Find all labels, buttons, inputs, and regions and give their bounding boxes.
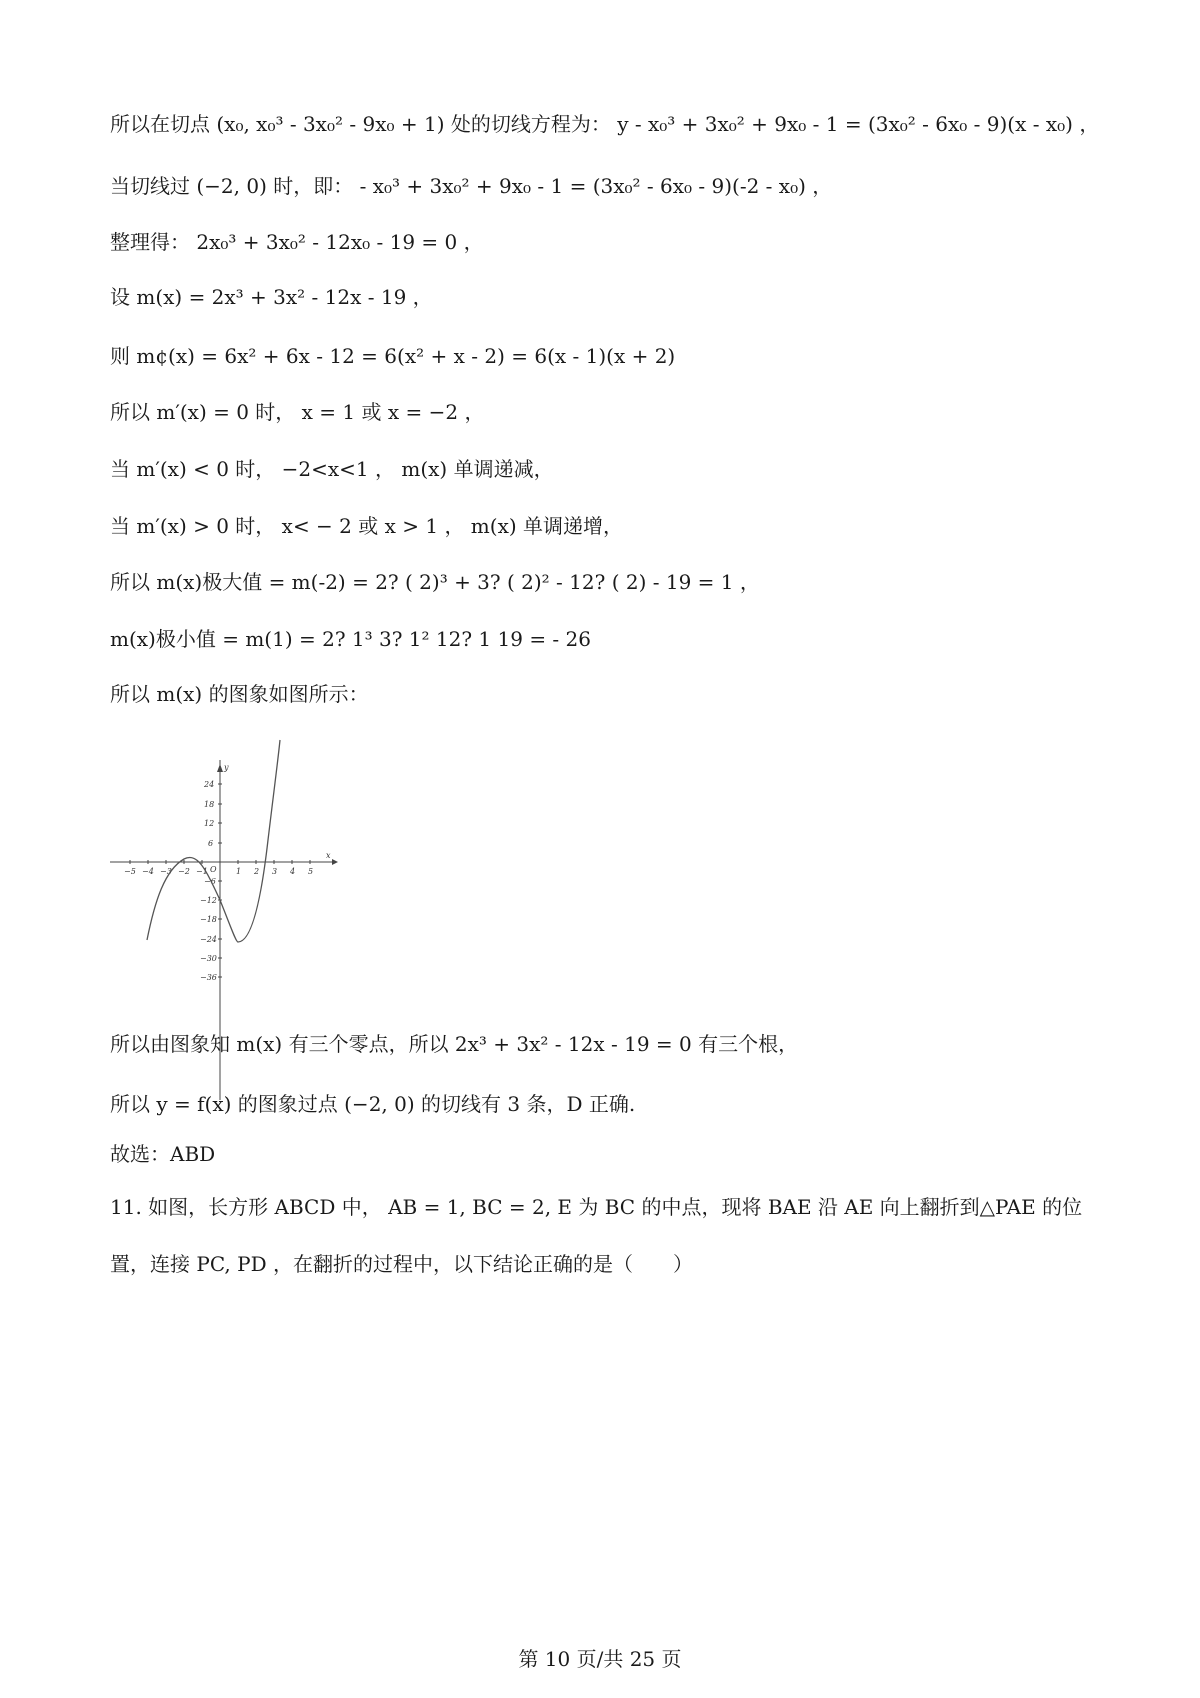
text-line-passes-point: 当切线过 (−2, 0) 时，即： - x₀³ + 3x₀² + 9x₀ - 1 = (3x₀² - 6x₀ - 9)(-2 - x₀) ， bbox=[110, 174, 833, 198]
x-tick-label: −3 bbox=[160, 867, 172, 876]
y-tick-label: 12 bbox=[204, 819, 215, 828]
y-tick-label: −36 bbox=[200, 973, 217, 982]
text-line-question-11: 11. 如图，长方形 ABCD 中， AB = 1, BC = 2, E 为 BC 的中点，现将 BAE 沿 AE 向上翻折到△PAE 的位 bbox=[110, 1195, 1083, 1219]
cubic-curve bbox=[147, 740, 280, 942]
x-tick-label: −1 bbox=[196, 867, 208, 876]
text-line-conclusion-d: 所以 y = f(x) 的图象过点 (−2, 0) 的切线有 3 条，D 正确. bbox=[110, 1092, 636, 1116]
text-line-answer: 故选：ABD bbox=[110, 1142, 216, 1166]
x-tick-label: 4 bbox=[290, 867, 296, 876]
x-tick-label: 2 bbox=[254, 867, 260, 876]
x-tick-label: 5 bbox=[308, 867, 314, 876]
text-line-simplify: 整理得： 2x₀³ + 3x₀² - 12x₀ - 19 = 0 ， bbox=[110, 230, 484, 254]
x-axis-label: x bbox=[326, 851, 331, 860]
y-tick-label: 6 bbox=[208, 839, 214, 848]
y-tick-label: −12 bbox=[200, 896, 217, 905]
x-tick-label: 3 bbox=[272, 867, 278, 876]
y-tick-label: −24 bbox=[200, 935, 217, 944]
text-line-question-11-cont: 置，连接 PC, PD ，在翻折的过程中，以下结论正确的是（ ） bbox=[110, 1252, 693, 1276]
text-line-decreasing: 当 m′(x) < 0 时， −2<x<1 ， m(x) 单调递减， bbox=[110, 457, 554, 481]
y-axis-label: y bbox=[224, 763, 229, 772]
text-line-graph-intro: 所以 m(x) 的图象如图所示： bbox=[110, 682, 369, 706]
x-tick-label: −5 bbox=[124, 867, 136, 876]
y-tick-label: 18 bbox=[204, 800, 215, 809]
text-line-derivative: 则 m¢(x) = 6x² + 6x - 12 = 6(x² + x - 2) = 6(x - 1)(x + 2) bbox=[110, 344, 676, 368]
page-footer: 第 10 页/共 25 页 bbox=[518, 1647, 682, 1671]
text-line-tangent-equation: 所以在切点 (x₀, x₀³ - 3x₀² - 9x₀ + 1) 处的切线方程为： y - x₀³ + 3x₀² + 9x₀ - 1 = (3x₀² - 6x₀ - 9)(x - x₀) ， bbox=[110, 112, 1100, 136]
x-tick-label: −2 bbox=[178, 867, 190, 876]
text-line-increasing: 当 m′(x) > 0 时， x< − 2 或 x > 1 ， m(x) 单调递增， bbox=[110, 514, 624, 538]
text-line-critical-points: 所以 m′(x) = 0 时， x = 1 或 x = −2 ， bbox=[110, 400, 485, 424]
text-line-three-roots: 所以由图象知 m(x) 有三个零点，所以 2x³ + 3x² - 12x - 19 = 0 有三个根， bbox=[110, 1032, 799, 1056]
text-line-local-max: 所以 m(x)极大值 = m(-2) = 2? ( 2)³ + 3? ( 2)² - 12? ( 2) - 19 = 1 ， bbox=[110, 570, 760, 594]
y-tick-label: 24 bbox=[204, 780, 215, 789]
y-tick-label: −30 bbox=[200, 954, 217, 963]
y-tick-label: −6 bbox=[204, 877, 216, 886]
x-tick-label: −4 bbox=[142, 867, 154, 876]
origin-label: O bbox=[210, 865, 217, 874]
y-tick-label: −18 bbox=[200, 915, 217, 924]
text-line-define-m: 设 m(x) = 2x³ + 3x² - 12x - 19 ， bbox=[110, 285, 433, 309]
text-line-local-min: m(x)极小值 = m(1) = 2? 1³ 3? 1² 12? 1 19 = - 26 bbox=[110, 627, 591, 651]
x-tick-label: 1 bbox=[236, 867, 242, 876]
